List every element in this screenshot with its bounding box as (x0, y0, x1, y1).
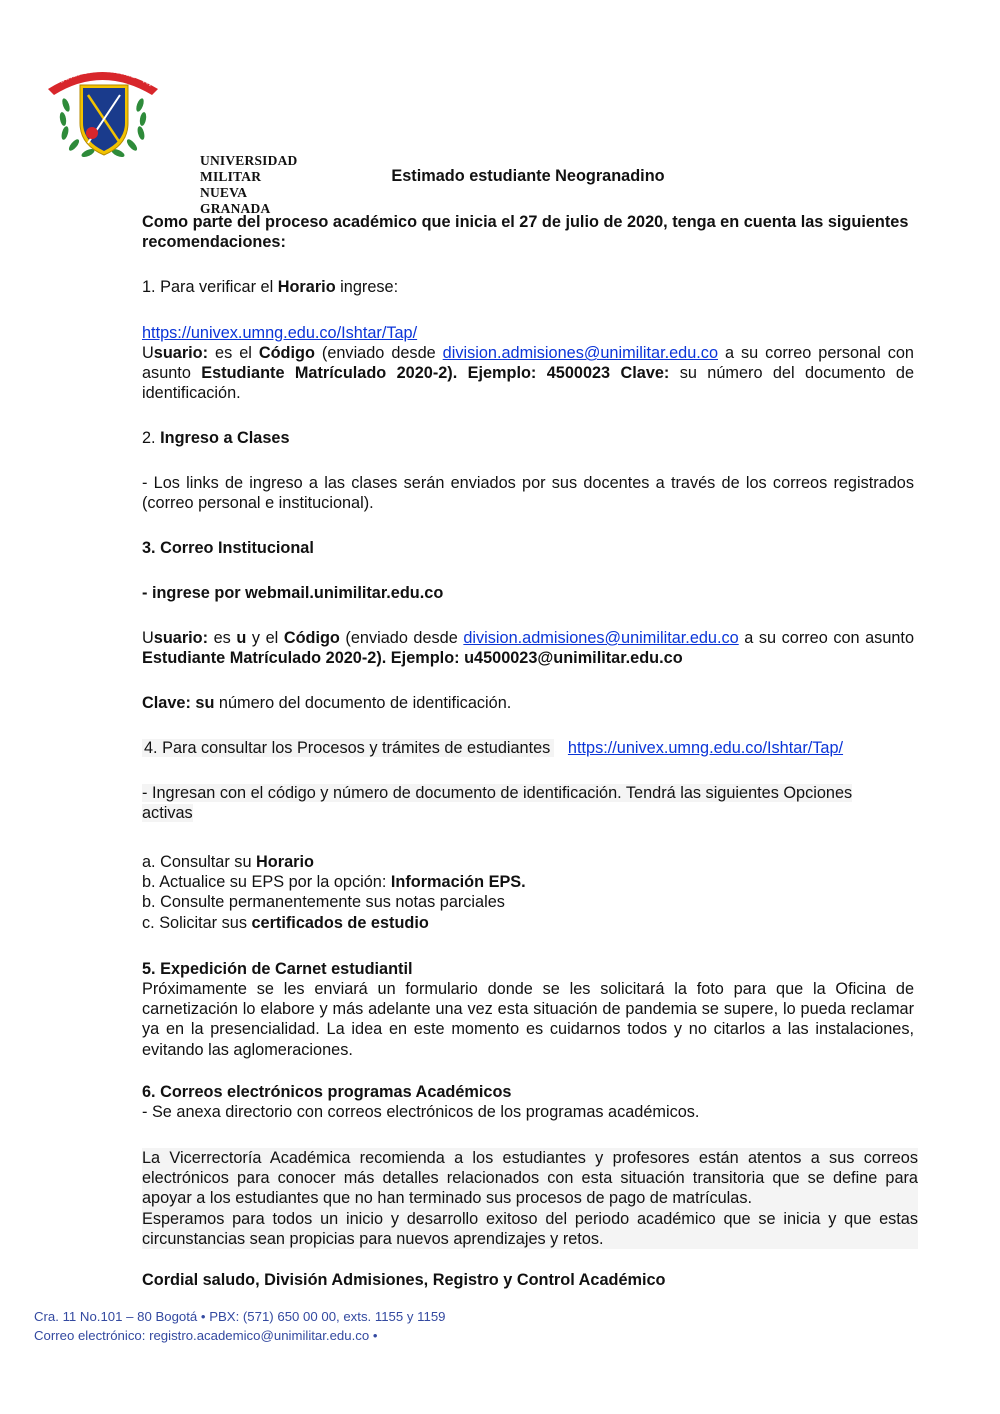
option-b-notas: b. Consulte permanentemente sus notas parciales (142, 893, 505, 912)
section-5-body: Próximamente se les enviará un formulario donde se les solicitará la foto para que la Oficina de carnetización lo elabore y más adelante una vez esta situación de pandemia se supere, lo pueda reclamar ya en la presencialidad. La idea en este momento es cuidarnos todos y no citarlos a las instalaciones, evitando las aglomeraciones. (142, 980, 914, 1059)
section-1-link-para (142, 323, 914, 343)
closing-paragraph-1: La Vicerrectoría Académica recomienda a los estudiantes y profesores están atentos a sus correos electrónicos para conocer más detalles relacionados con esta situación transitoria que se define para apoyar a los estudiantes que no han terminado sus procesos de pago de matrículas. (142, 1149, 918, 1208)
logo-motto: SCIENTIÆ · PATRIÆ · FA (57, 64, 155, 89)
option-c: c. Solicitar sus certificados de estudio (142, 913, 429, 932)
footer-address: Cra. 11 No.101 – 80 Bogotá • PBX: (571) 650 00 00, exts. 1155 y 1159 (34, 1309, 446, 1324)
logo-line-2: NUEVA GRANADA (200, 185, 271, 216)
section-3-credentials: Usuario: es u y el Código (enviado desde division.admisiones@unimilitar.edu.co a su correo con asunto Estudiante Matrículado 2020-2). Ejemplo: u4500023@unimilitar.edu.co (142, 629, 915, 668)
section-3-webmail: - ingrese por webmail.unimilitar.edu.co (142, 584, 444, 602)
footer (34, 1308, 446, 1345)
closing-block (142, 1148, 918, 1249)
section-5-heading: 5. Expedición de Carnet estudiantil (142, 960, 413, 978)
shield-crest-icon (44, 55, 164, 167)
section-1-heading: 1. Para verificar el Horario ingrese: (142, 278, 399, 296)
section-2-body: - Los links de ingreso a las clases serán enviados por sus docentes a través de los correos registrados (correo personal e institucional). (142, 474, 914, 513)
logo-line-1: UNIVERSIDAD MILITAR (200, 153, 298, 184)
letter-title: Estimado estudiante Neogranadino (391, 167, 665, 185)
section-4-options (142, 852, 914, 933)
section-6-heading: 6. Correos electrónicos programas Académicos (142, 1083, 512, 1101)
admisiones-email-link[interactable]: division.admisiones@unimilitar.edu.co (442, 344, 719, 362)
admisiones-email-link-2[interactable]: division.admisiones@unimilitar.edu.co (463, 629, 739, 647)
horario-link[interactable]: https://univex.umng.edu.co/Ishtar/Tap/ (142, 324, 418, 342)
section-3-clave: Clave: su número del documento de identificación. (142, 694, 512, 712)
closing-paragraph-2: Esperamos para todos un inicio y desarrollo exitoso del periodo académico que se inicia y que estas circunstancias sean propicias para nuevos aprendizajes y retos. (142, 1209, 918, 1248)
section-4-heading: 4. Para consultar los Procesos y trámites de estudiantes https://univex.umng.edu.co/Ishtar/Tap/ (144, 739, 844, 757)
option-b-eps: b. Actualice su EPS por la opción: Información EPS. (142, 873, 526, 892)
footer-email: Correo electrónico: registro.academico@unimilitar.edu.co • (34, 1327, 378, 1343)
section-1-credentials: Usuario: es el Código (enviado desde division.admisiones@unimilitar.edu.co a su correo personal con asunto Estudiante Matrículado 2020-2). Ejemplo: 4500023 Clave: su número del documento de identificación. (142, 344, 914, 403)
section-6-body: - Se anexa directorio con correos electrónicos de los programas académicos. (142, 1103, 700, 1121)
section-3-heading: 3. Correo Institucional (142, 539, 314, 557)
section-2-heading: 2. Ingreso a Clases (142, 429, 290, 447)
signature: Cordial saludo, División Admisiones, Registro y Control Académico (142, 1271, 666, 1289)
option-a: a. Consultar su Horario (142, 853, 314, 871)
university-logo (44, 55, 298, 216)
section-4-body: - Ingresan con el código y número de documento de identificación. Tendrá las siguientes Opciones activas (142, 784, 853, 823)
intro-paragraph: Como parte del proceso académico que inicia el 27 de julio de 2020, tenga en cuenta las siguientes recomendaciones: (142, 213, 909, 252)
tramites-link[interactable]: https://univex.umng.edu.co/Ishtar/Tap/ (567, 739, 844, 757)
